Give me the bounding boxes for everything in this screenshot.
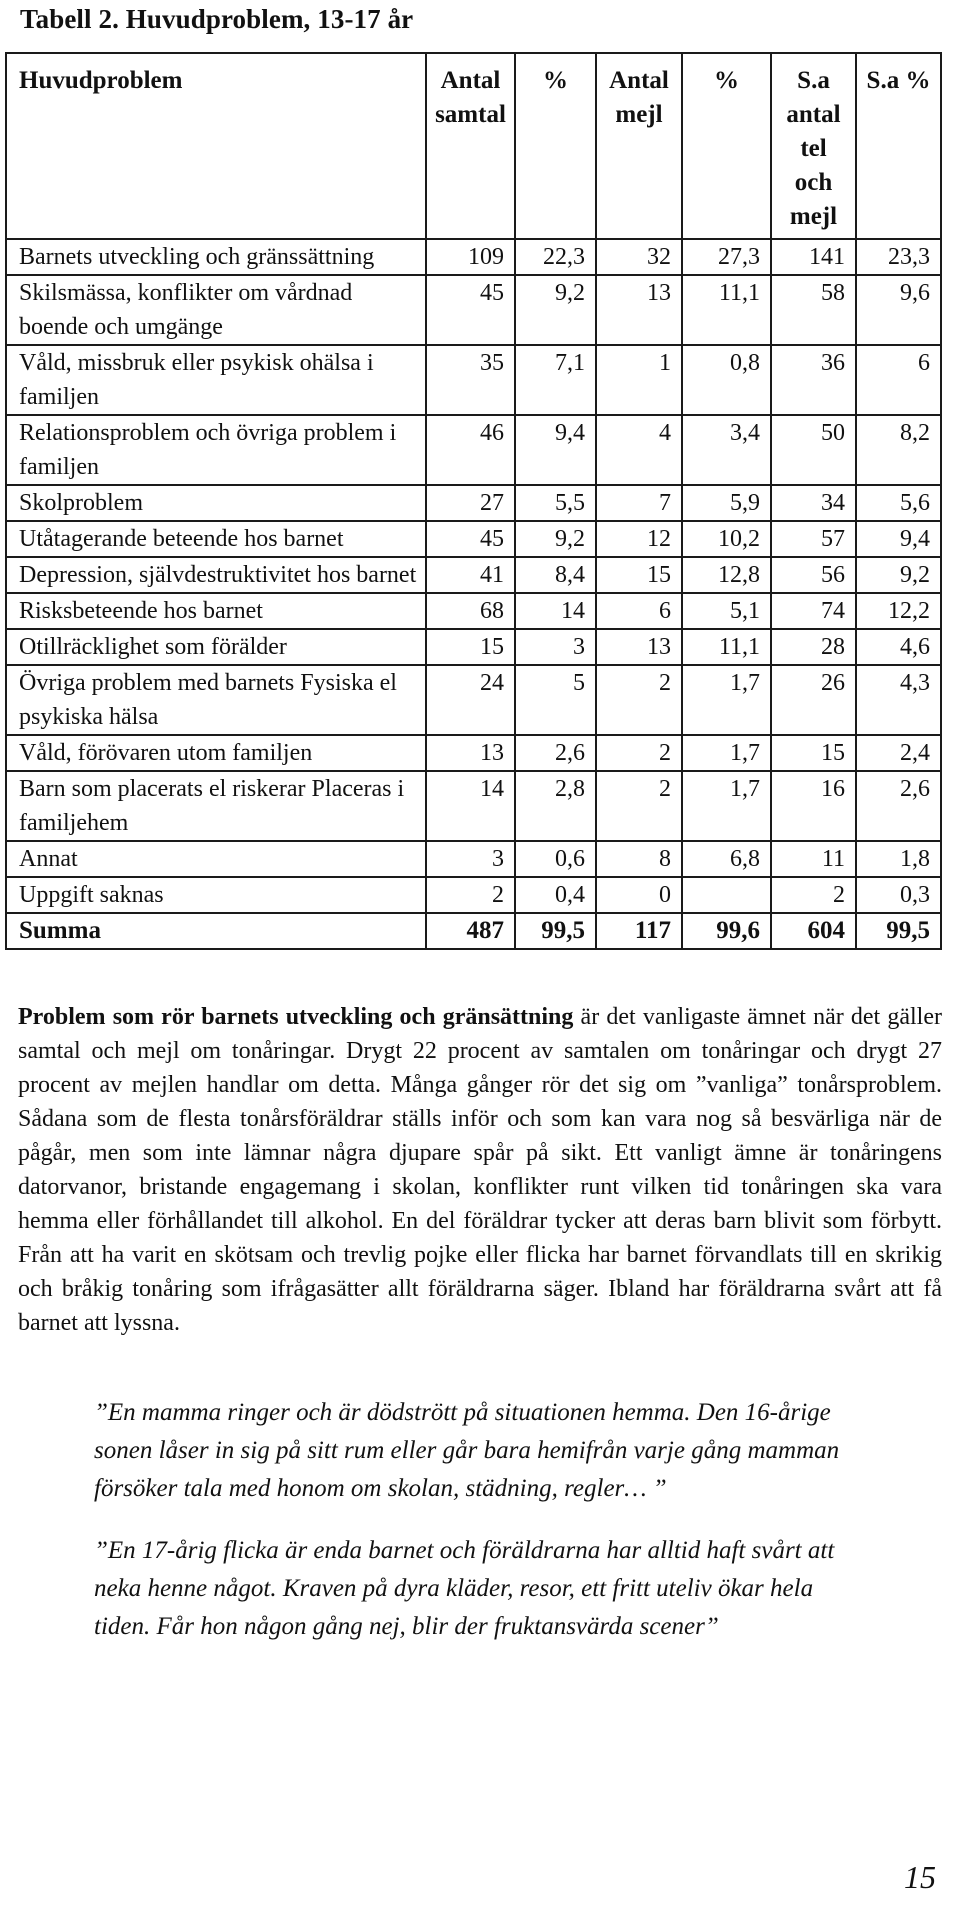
row-value: 12,2 (856, 593, 941, 629)
row-label: Otillräcklighet som förälder (6, 629, 426, 665)
row-value: 50 (771, 415, 856, 485)
table-row (6, 485, 941, 521)
quote-1: ”En mamma ringer och är dödstrött på situationen hemma. Den 16-årige sonen låser in sig på sitt rum eller går bara hemifrån varje gång mamman försöker tala med honom om skolan, städning, regler… ” (94, 1399, 840, 1502)
row-value: 2 (596, 735, 682, 771)
row-value: 6 (596, 593, 682, 629)
row-value: 13 (596, 275, 682, 345)
row-value: 2,8 (515, 771, 596, 841)
table-row (6, 771, 941, 841)
row-value: 109 (426, 239, 515, 275)
page-number: 15 (904, 1859, 936, 1895)
header-antal-mejl: Antal mejl (596, 53, 682, 239)
row-value: 99,5 (515, 913, 596, 949)
row-value: 2 (771, 877, 856, 913)
row-value: 46 (426, 415, 515, 485)
row-value (682, 877, 771, 913)
row-value: 6,8 (682, 841, 771, 877)
row-label: Våld, förövaren utom familjen (6, 735, 426, 771)
row-value: 2,4 (856, 735, 941, 771)
row-label: Skilsmässa, konflikter om vårdnad boende och umgänge (6, 275, 426, 345)
table-row (6, 665, 941, 735)
row-value: 141 (771, 239, 856, 275)
row-value: 45 (426, 521, 515, 557)
row-value: 27 (426, 485, 515, 521)
table-row (6, 275, 941, 345)
row-value: 5,5 (515, 485, 596, 521)
row-label: Utåtagerande beteende hos barnet (6, 521, 426, 557)
table-caption: Tabell 2. Huvudproblem, 13-17 år (20, 4, 414, 34)
row-value: 8,4 (515, 557, 596, 593)
row-value: 41 (426, 557, 515, 593)
table-body (6, 239, 941, 949)
row-label: Övriga problem med barnets Fysiska el psykiska hälsa (6, 665, 426, 735)
table-row (6, 735, 941, 771)
table-row (6, 415, 941, 485)
header-sa-procent: S.a % (856, 53, 941, 239)
row-value: 9,2 (515, 521, 596, 557)
table-row (6, 877, 941, 913)
paragraph-lead: Problem som rör barnets utveckling och gränsättning (18, 1004, 574, 1030)
row-value: 2 (596, 771, 682, 841)
row-label: Risksbeteende hos barnet (6, 593, 426, 629)
row-value: 34 (771, 485, 856, 521)
quote-2: ”En 17-årig flicka är enda barnet och föräldrarna har alltid haft svårt att neka henne något. Kraven på dyra kläder, resor, ett fritt uteliv ökar hela tiden. Får hon någon gång nej, blir der fruktansvärda scener” (94, 1537, 835, 1640)
table-row (6, 557, 941, 593)
row-value: 56 (771, 557, 856, 593)
row-value: 9,6 (856, 275, 941, 345)
row-value: 1 (596, 345, 682, 415)
row-value: 5,1 (682, 593, 771, 629)
row-value: 8,2 (856, 415, 941, 485)
table-row (6, 841, 941, 877)
table-header-row (6, 53, 941, 239)
row-value: 11,1 (682, 629, 771, 665)
row-value: 3,4 (682, 415, 771, 485)
table-row (6, 239, 941, 275)
row-value: 9,2 (515, 275, 596, 345)
row-value: 14 (426, 771, 515, 841)
row-value: 4,6 (856, 629, 941, 665)
row-value: 15 (771, 735, 856, 771)
row-value: 11 (771, 841, 856, 877)
row-value: 1,8 (856, 841, 941, 877)
row-value: 36 (771, 345, 856, 415)
row-value: 13 (426, 735, 515, 771)
row-value: 6 (856, 345, 941, 415)
row-value: 3 (515, 629, 596, 665)
row-value: 14 (515, 593, 596, 629)
row-value: 28 (771, 629, 856, 665)
row-value: 12,8 (682, 557, 771, 593)
row-label: Annat (6, 841, 426, 877)
body-paragraph (18, 1000, 942, 1340)
row-value: 24 (426, 665, 515, 735)
row-value: 2 (596, 665, 682, 735)
row-label: Relationsproblem och övriga problem i familjen (6, 415, 426, 485)
row-value: 5 (515, 665, 596, 735)
row-value: 604 (771, 913, 856, 949)
row-value: 7 (596, 485, 682, 521)
row-value: 15 (426, 629, 515, 665)
row-value: 45 (426, 275, 515, 345)
header-antal-samtal: Antal samtal (426, 53, 515, 239)
row-value: 9,4 (515, 415, 596, 485)
row-value: 10,2 (682, 521, 771, 557)
row-value: 12 (596, 521, 682, 557)
row-value: 8 (596, 841, 682, 877)
table-row (6, 629, 941, 665)
header-huvudproblem: Huvudproblem (6, 53, 426, 239)
row-value: 5,9 (682, 485, 771, 521)
row-value: 68 (426, 593, 515, 629)
row-value: 57 (771, 521, 856, 557)
row-value: 16 (771, 771, 856, 841)
row-value: 99,5 (856, 913, 941, 949)
row-label: Depression, självdestruktivitet hos barnet (6, 557, 426, 593)
row-value: 2,6 (856, 771, 941, 841)
row-value: 35 (426, 345, 515, 415)
problem-table (5, 52, 942, 950)
row-value: 13 (596, 629, 682, 665)
row-value: 1,7 (682, 771, 771, 841)
row-value: 2 (426, 877, 515, 913)
row-label: Skolproblem (6, 485, 426, 521)
row-value: 9,2 (856, 557, 941, 593)
row-value: 74 (771, 593, 856, 629)
row-value: 99,6 (682, 913, 771, 949)
header-sa-antal: S.a antal tel och mejl (771, 53, 856, 239)
row-value: 2,6 (515, 735, 596, 771)
row-label: Barnets utveckling och gränssättning (6, 239, 426, 275)
paragraph-body: är det vanligaste ämnet när det gäller samtal och mejl om tonåringar. Drygt 22 procent av samtalen om tonåringar och drygt 27 procent av mejlen handlar om detta. Många gånger rör det sig om ”vanliga” tonårsproblem. Sådana som de flesta tonårsföräldrar ställs inför och som kan vara nog så besvärliga när de pågår, men som inte lämnar några djupare spår på sikt. Ett vanligt ämne är tonåringens datorvanor, bristande engagemang i skolan, konflikter runt vilken tid tonåringen ska vara hemma eller förhållandet till alkohol. En del föräldrar tycker att deras barn blivit som förbytt. Från att ha varit en skötsam och trevlig pojke eller flicka har barnet förvandlats till en skrikig och bråkig tonåring som ifrågasätter allt föräldrarna säger. Ibland har föräldrarna svårt att få barnet att lyssna. (18, 1004, 942, 1336)
table-row (6, 345, 941, 415)
row-label: Summa (6, 913, 426, 949)
row-value: 22,3 (515, 239, 596, 275)
row-value: 0,6 (515, 841, 596, 877)
row-value: 15 (596, 557, 682, 593)
row-value: 1,7 (682, 665, 771, 735)
row-value: 487 (426, 913, 515, 949)
table-row (6, 593, 941, 629)
row-label: Uppgift saknas (6, 877, 426, 913)
row-value: 1,7 (682, 735, 771, 771)
row-value: 26 (771, 665, 856, 735)
row-value: 27,3 (682, 239, 771, 275)
row-value: 4,3 (856, 665, 941, 735)
row-value: 9,4 (856, 521, 941, 557)
row-value: 32 (596, 239, 682, 275)
row-value: 0,8 (682, 345, 771, 415)
row-label: Barn som placerats el riskerar Placeras i familjehem (6, 771, 426, 841)
row-value: 11,1 (682, 275, 771, 345)
row-value: 3 (426, 841, 515, 877)
table-total-row (6, 913, 941, 949)
row-value: 117 (596, 913, 682, 949)
row-value: 0,4 (515, 877, 596, 913)
row-value: 5,6 (856, 485, 941, 521)
row-value: 0 (596, 877, 682, 913)
row-label: Våld, missbruk eller psykisk ohälsa i familjen (6, 345, 426, 415)
row-value: 4 (596, 415, 682, 485)
row-value: 23,3 (856, 239, 941, 275)
row-value: 0,3 (856, 877, 941, 913)
header-procent-samtal: % (515, 53, 596, 239)
row-value: 58 (771, 275, 856, 345)
row-value: 7,1 (515, 345, 596, 415)
header-procent-mejl: % (682, 53, 771, 239)
table-row (6, 521, 941, 557)
